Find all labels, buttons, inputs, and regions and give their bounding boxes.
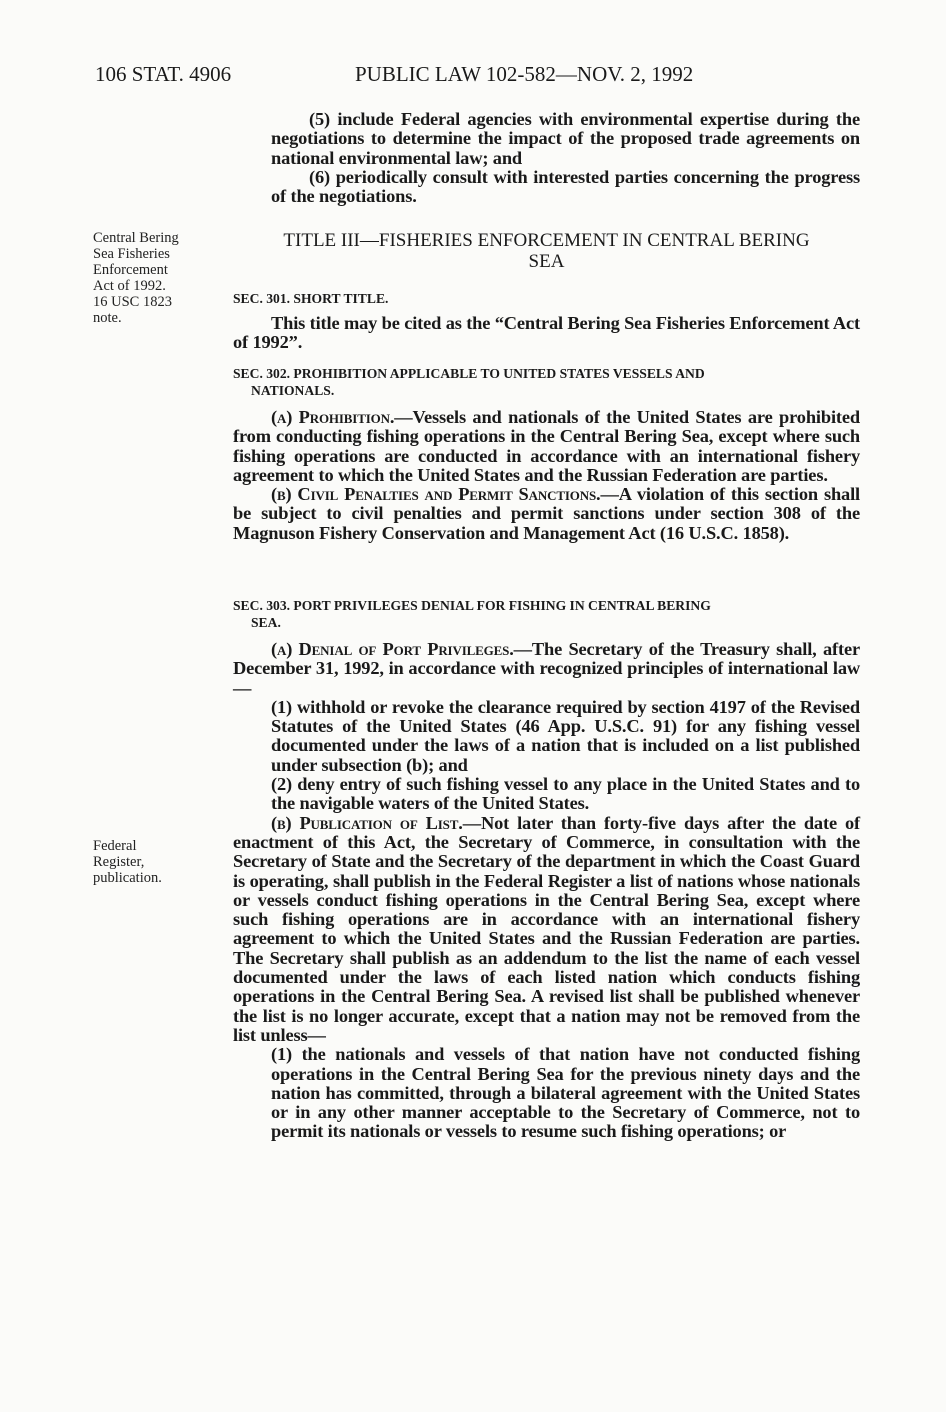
sec-303-b-label: (b) Publication of List. — [271, 812, 463, 833]
margin-note-line: note. — [93, 310, 122, 326]
margin-note-federal-register — [93, 838, 162, 886]
sec-301-body — [233, 314, 860, 353]
sec-303-b — [233, 814, 860, 1046]
sec-301-heading — [233, 290, 860, 307]
sec-303-a-body — [233, 640, 860, 1142]
page-header — [95, 62, 865, 96]
margin-note-line: Enforcement — [93, 262, 168, 278]
sec-302-heading — [233, 365, 860, 399]
sec-302-heading-line-1: SEC. 302. PROHIBITION APPLICABLE TO UNITED STATES VESSELS AND — [233, 366, 705, 381]
margin-note-line: Central Bering — [93, 230, 179, 246]
margin-note-line: 16 USC 1823 — [93, 294, 172, 310]
sec-303-a-label: (a) Denial of Port Privileges. — [271, 639, 514, 659]
sec-303-heading-line-1: SEC. 303. PORT PRIVILEGES DENIAL FOR FISHING IN CENTRAL BERING — [233, 598, 711, 613]
sec-302-a-label: (a) Prohibition. — [271, 407, 395, 427]
title-line-1: TITLE III—FISHERIES ENFORCEMENT IN CENTRAL BERING — [283, 230, 810, 251]
sec-303-b-text: —Not later than forty-five days after the date of enactment of this Act, the Secretary of Commerce, in consultation with the Secretary of State and the Secretary of the department in which the Coast Guard is operating, shall publish in the Federal Register a list of nations whose nationals or vessels conduct fishing operations in the Central Bering Sea, except where such fishing operations are in accordance with an international fishery agreement to which the United States and the Russian Federation are parties. The Secretary shall publish as an addendum to the list the name of each vessel documented under the laws of each listed nation which conducts fishing operations in the Central Bering Sea. A revised list shall be published whenever the list is no longer accurate, except that a nation may not be removed from the list unless— — [233, 812, 860, 1045]
item-6: (6) periodically consult with interested parties concerning the progress of the negotiations. — [271, 166, 860, 207]
sec-302-a — [233, 408, 860, 485]
sec-302-b-text: —A violation of this section shall be subject to civil penalties and permit sanctions under section 308 of the Magnuson Fishery Conservation and Management Act (16 U.S.C. 1858). — [233, 484, 860, 543]
sec-303-a-2-text: (2) deny entry of such fishing vessel to any place in the United States and to the navigable waters of the United States. — [271, 774, 860, 814]
title-iii-heading — [233, 230, 860, 272]
margin-note-line: Federal — [93, 838, 137, 854]
sec-302-b-label: (b) Civil Penalties and Permit Sanctions. — [271, 484, 601, 505]
margin-note-act — [93, 230, 179, 326]
sec-303-heading-line-2: SEA. — [251, 615, 281, 630]
sec-303-a-1-text: (1) withhold or revoke the clearance required by section 4197 of the Revised Statutes of the United States (46 App. U.S.C. 91) for any fishing vessel documented under the laws of a nation that is included on a list published under subsection (b); and — [271, 696, 860, 775]
sec-302-b — [233, 485, 860, 543]
sec-302-body — [233, 408, 860, 543]
margin-note-line: Sea Fisheries — [93, 246, 170, 262]
margin-note-line: Register, — [93, 854, 145, 870]
sec-302-a-text: —Vessels and nationals of the United States are prohibited from conducting fishing operations in the Central Bering Sea, except where such fishing operations are conducted in accordance with an international fishery agreement to which the United States and the Russian Federation are parties. — [233, 407, 860, 485]
margin-note-line: publication. — [93, 870, 162, 886]
item-5: (5) include Federal agencies with environmental expertise during the negotiations to determine the impact of the proposed trade agreements on national environmental law; and — [271, 109, 860, 168]
sec-303-b-1-text: (1) the nationals and vessels of that nation have not conducted fishing operations in the Central Bering Sea for the previous ninety days and the nation has committed, through a bilateral agreement with the United States or in any other manner acceptable to the Secretary of Commerce, not to permit its nationals or vessels to resume such fishing operations; or — [271, 1044, 860, 1142]
sec-302-heading-line-2: NATIONALS. — [251, 383, 335, 398]
sec-303-heading — [233, 597, 860, 631]
sec-303-a-text: —The Secretary of the Treasury shall, after December 31, 1992, in accordance with recognized principles of international law— — [233, 639, 860, 698]
sec-301-text: This title may be cited as the “Central Bering Sea Fisheries Enforcement Act of 1992”. — [233, 313, 860, 353]
intro-items — [233, 110, 860, 206]
statute-page-number: 106 STAT. 4906 — [95, 62, 232, 86]
margin-note-line: Act of 1992. — [93, 278, 166, 294]
sec-303-a-1 — [233, 698, 860, 775]
sec-303-a-2 — [233, 775, 860, 814]
sec-301-heading-text: SEC. 301. SHORT TITLE. — [233, 291, 389, 306]
running-head: PUBLIC LAW 102-582—NOV. 2, 1992 — [355, 62, 694, 86]
sec-303-b-1 — [233, 1045, 860, 1141]
sec-303-a — [233, 640, 860, 698]
title-line-2: SEA — [528, 251, 565, 272]
